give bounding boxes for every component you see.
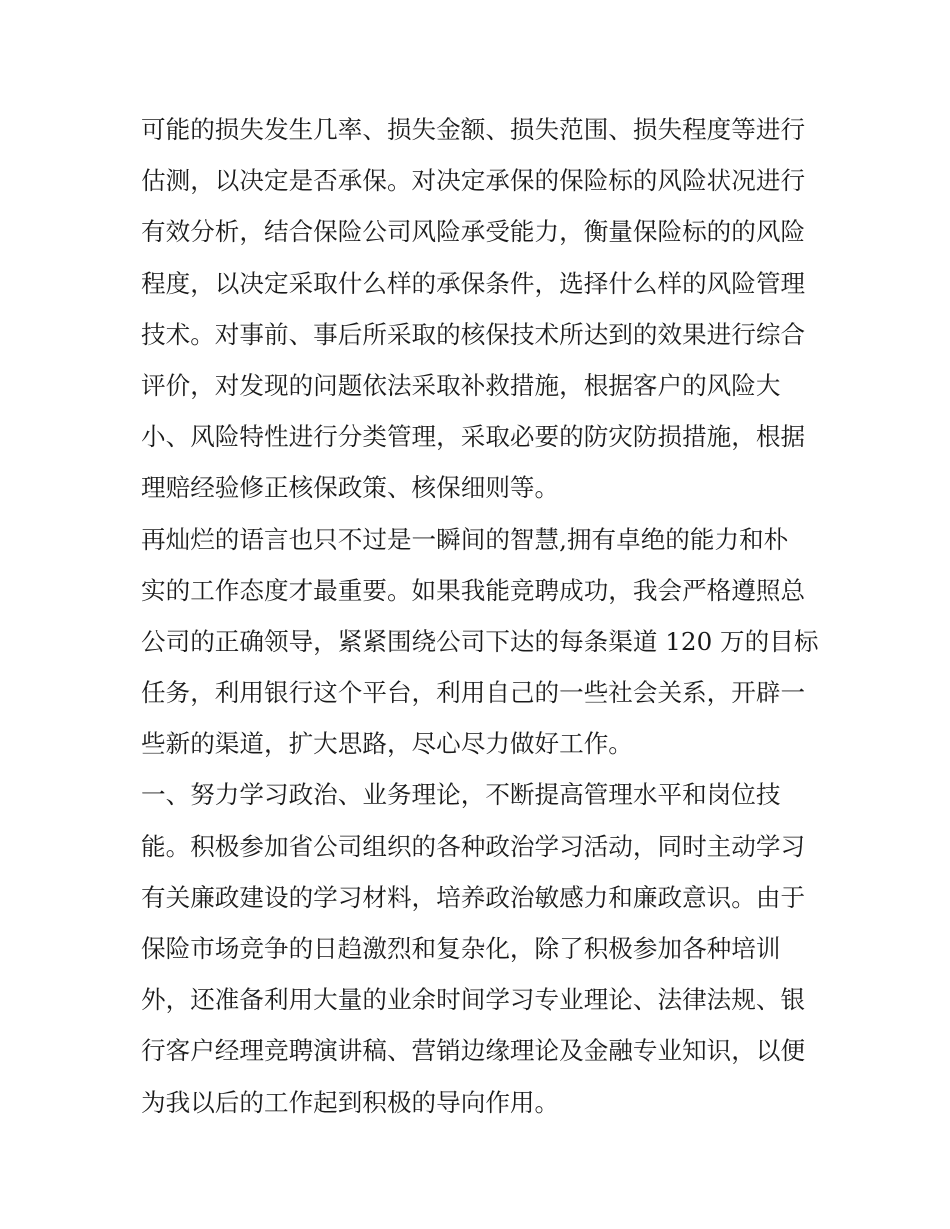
text-line-12: 任务，利用银行这个平台，利用自己的一些社会关系，开辟一 — [141, 678, 806, 708]
text-line-1: 可能的损失发生几率、损失金额、损失范围、损失程度等进行 — [141, 115, 806, 144]
text-line-19: 行客户经理竞聘演讲稿、营销边缘理论及金融专业知识，以便 — [141, 1036, 806, 1066]
text-line-18: 外，还准备利用大量的业余时间学习专业理论、法律法规、银 — [141, 985, 806, 1015]
text-line-15: 能。积极参加省公司组织的各种政治学习活动，同时主动学习 — [141, 831, 806, 861]
text-line-7: 小、风险特性进行分类管理，采取必要的防灾防损措施，根据 — [141, 422, 806, 452]
text-line-17: 保险市场竞争的日趋激烈和复杂化，除了积极参加各种培训 — [141, 934, 781, 963]
text-line-9: 再灿烂的语言也只不过是一瞬间的智慧,拥有卓绝的能力和朴 — [141, 524, 789, 554]
text-line-13: 些新的渠道，扩大思路，尽心尽力做好工作。 — [141, 729, 633, 759]
text-line-6: 评价，对发现的问题依法采取补救措施，根据客户的风险大 — [141, 370, 781, 400]
text-line-3: 有效分析，结合保险公司风险承受能力，衡量保险标的的风险 — [141, 217, 806, 247]
text-line-14: 一、努力学习政治、业务理论，不断提高管理水平和岗位技 — [141, 780, 781, 810]
text-line-8: 理赔经验修正核保政策、核保细则等。 — [141, 473, 560, 503]
text-line-20: 为我以后的工作起到积极的导向作用。 — [141, 1087, 560, 1117]
text-line-4: 程度，以决定采取什么样的承保条件，选择什么样的风险管理 — [141, 268, 806, 298]
text-line-10: 实的工作态度才最重要。如果我能竞聘成功，我会严格遵照总 — [141, 575, 806, 605]
text-line-2: 估测，以决定是否承保。对决定承保的保险标的风险状况进行 — [141, 166, 806, 196]
text-line-16: 有关廉政建设的学习材料，培养政治敏感力和廉政意识。由于 — [141, 882, 806, 912]
body-text — [141, 104, 821, 1128]
text-line-11: 公司的正确领导，紧紧围绕公司下达的每条渠道 120 万的目标 — [141, 626, 819, 656]
text-line-5: 技术。对事前、事后所采取的核保技术所达到的效果进行综合 — [141, 319, 806, 349]
